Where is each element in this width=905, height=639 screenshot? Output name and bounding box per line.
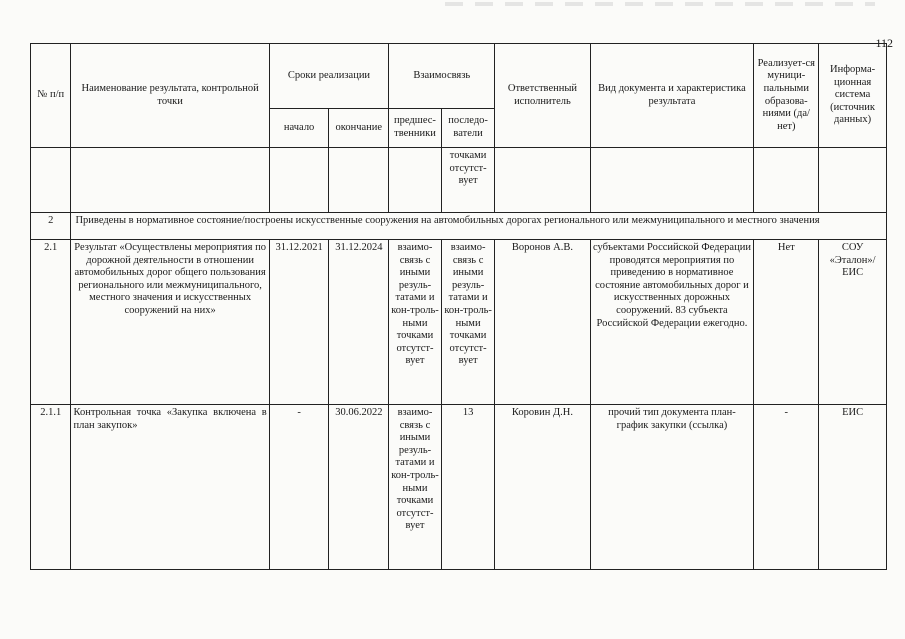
header-name: Наименование результата, контрольной точки <box>71 44 269 148</box>
cell-empty <box>71 148 269 213</box>
row-municipal: - <box>754 405 819 570</box>
row-successors: 13 <box>441 405 495 570</box>
table-row <box>31 240 887 405</box>
row-info-system: ЕИС <box>819 405 887 570</box>
header-info-system: Информа-ционная система (источник данных) <box>819 44 887 148</box>
cell-successors: точками отсутст-вует <box>441 148 495 213</box>
row-responsible: Воронов А.В. <box>495 240 590 405</box>
section-row <box>31 213 887 240</box>
row-num: 2.1.1 <box>31 405 71 570</box>
cell-empty <box>495 148 590 213</box>
cell-empty <box>31 148 71 213</box>
row-name: Контрольная точка «Закупка включена в план закупок» <box>71 405 269 570</box>
table-row <box>31 405 887 570</box>
row-predecessors: взаимо-связь с иными резуль-татами и кон-троль-ными точками отсутст-вует <box>389 405 442 570</box>
header-relation: Взаимосвязь <box>389 44 495 109</box>
header-doc-type: Вид документа и характеристика результата <box>590 44 754 148</box>
row-successors: взаимо-связь с иными резуль-татами и кон-троль-ными точками отсутст-вует <box>441 240 495 405</box>
row-start: 31.12.2021 <box>269 240 329 405</box>
results-table <box>30 43 887 570</box>
cell-empty <box>590 148 754 213</box>
row-name: Результат «Осуществлены мероприятия по дорожной деятельности в отношении автомобильных дорог общего пользования регионального или межмуниципального, местного значения и искусственных сооружений на них» <box>71 240 269 405</box>
section-title: Приведены в нормативное состояние/построены искусственные сооружения на автомобильных дорогах регионального или межмуниципального и местного значения <box>71 213 887 240</box>
row-doc-type: прочий тип документа план-график закупки (ссылка) <box>590 405 754 570</box>
cell-empty <box>329 148 389 213</box>
row-start: - <box>269 405 329 570</box>
row-info-system: СОУ «Эталон»/ ЕИС <box>819 240 887 405</box>
scan-artifact <box>445 2 875 6</box>
row-num: 2.1 <box>31 240 71 405</box>
header-municipal: Реализует-ся муници-пальными образова-ниями (да/нет) <box>754 44 819 148</box>
cell-empty <box>269 148 329 213</box>
row-doc-type: субъектами Российской Федерации проводятся мероприятия по приведению в нормативное состояние автомобильных дорог и искусственных дорожных сооружений. 83 субъекта Российской Федерации ежегодно. <box>590 240 754 405</box>
header-row <box>31 44 887 109</box>
header-num: № п/п <box>31 44 71 148</box>
header-deadlines: Сроки реализации <box>269 44 388 109</box>
row-end: 31.12.2024 <box>329 240 389 405</box>
page-number: 112 <box>875 36 893 50</box>
header-successors: последо-ватели <box>441 109 495 148</box>
header-predecessors: предшес-твенники <box>389 109 442 148</box>
cell-empty <box>819 148 887 213</box>
row-end: 30.06.2022 <box>329 405 389 570</box>
cell-empty <box>389 148 442 213</box>
section-num: 2 <box>31 213 71 240</box>
row-predecessors: взаимо-связь с иными резуль-татами и кон-троль-ными точками отсутст-вует <box>389 240 442 405</box>
row-responsible: Коровин Д.Н. <box>495 405 590 570</box>
continuation-row <box>31 148 887 213</box>
header-responsible: Ответственный исполнитель <box>495 44 590 148</box>
header-start: начало <box>269 109 329 148</box>
header-end: окончание <box>329 109 389 148</box>
cell-empty <box>754 148 819 213</box>
row-municipal: Нет <box>754 240 819 405</box>
